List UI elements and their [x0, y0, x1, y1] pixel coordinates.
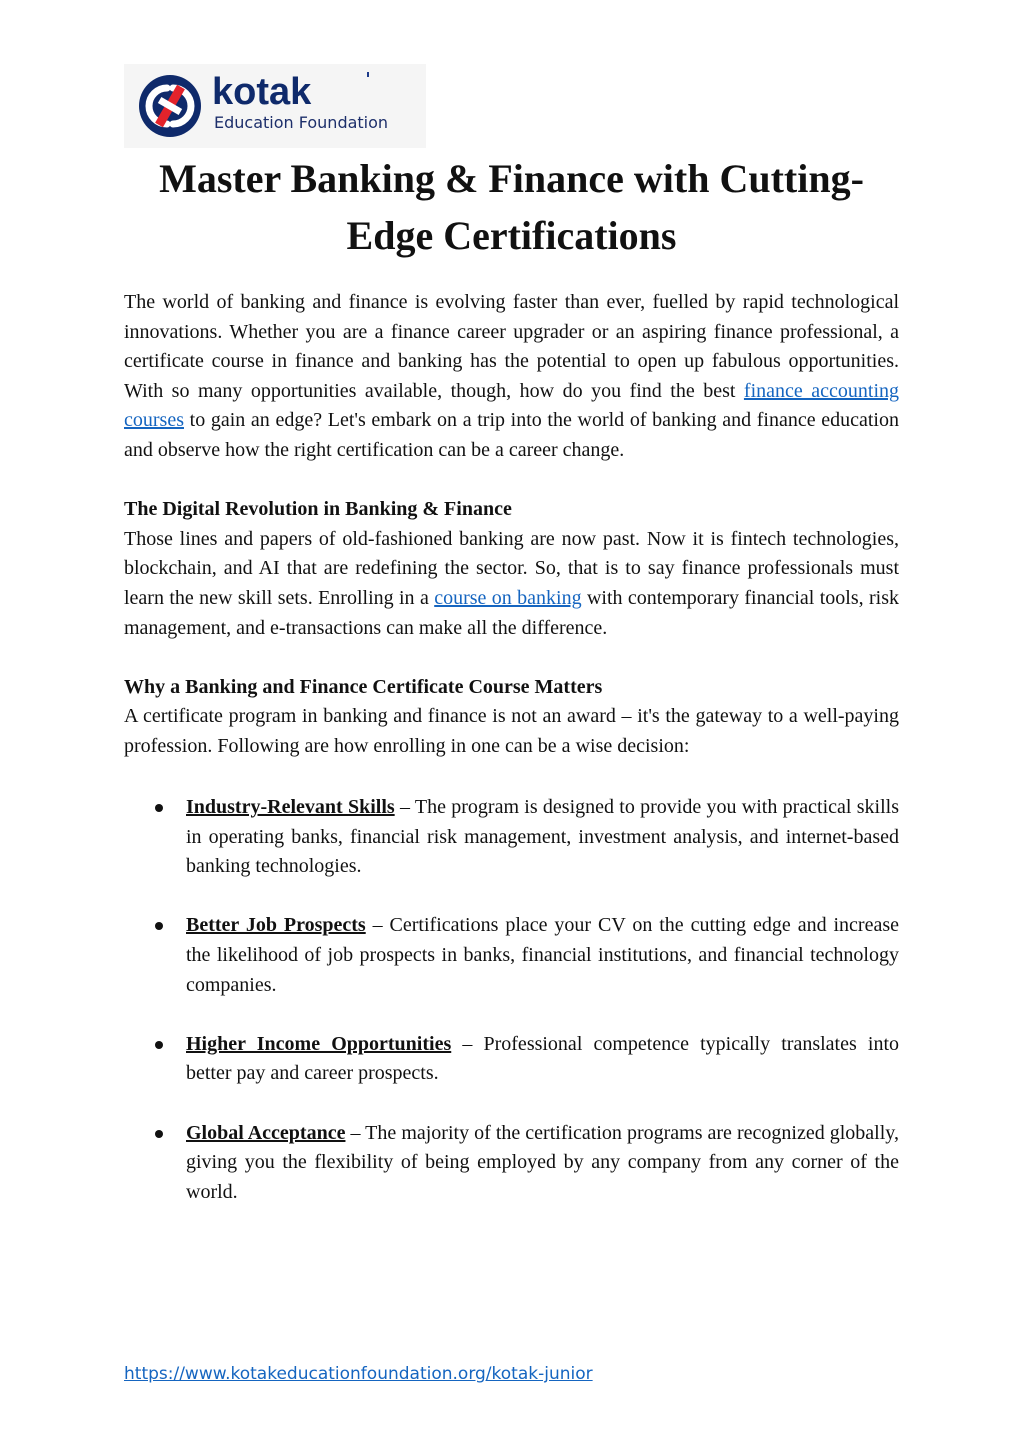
- benefit-term: Industry-Relevant Skills: [186, 796, 395, 819]
- kotak-logo-icon: [138, 74, 202, 138]
- digital-revolution-paragraph: [124, 525, 899, 643]
- benefits-list: [124, 793, 899, 1207]
- document-title: [100, 150, 923, 264]
- list-item: [124, 911, 899, 1000]
- intro-text-end: to gain an edge? Let's embark on a trip into the world of banking and finance education and observe how the right certification can be a career change.: [124, 409, 899, 461]
- bullet-icon: [155, 804, 163, 812]
- why-certificate-paragraph: A certificate program in banking and finance is not an award – it's the gateway to a well-paying profession. Following are how enrolling in one can be a wise decision:: [124, 705, 899, 757]
- benefit-term: Better Job Prospects: [186, 914, 366, 937]
- list-item: [124, 1119, 899, 1208]
- benefit-term: Higher Income Opportunities: [186, 1032, 452, 1055]
- list-item: [124, 1030, 899, 1089]
- section1-text-end: with contemporary financial tools, risk management, and e-transactions can make all the difference.: [124, 586, 899, 639]
- section-heading-digital-revolution: The Digital Revolution in Banking & Finance: [124, 498, 512, 521]
- benefit-text: – The majority of the certification programs are recognized globally, giving you the flexibility of being employed by any company from any corner of the world.: [186, 1121, 899, 1203]
- title-line-2: Edge Certifications: [346, 213, 677, 258]
- title-line-1: Master Banking & Finance with Cutting-: [159, 156, 864, 201]
- document-body: [124, 288, 899, 1207]
- brand-subtitle: Education Foundation: [214, 113, 389, 132]
- brand-name: kotak: [212, 71, 312, 113]
- intro-text-start: The world of banking and finance is evolving faster than ever, fuelled by rapid technological innovations. Whether you are a finance career upgrader or an aspiring finance professional, a certificate course in finance and banking has the potential to open up fabulous opportunities. With so many opportunities available, though, how do you find the best: [124, 291, 899, 402]
- benefit-text: – Certifications place your CV on the cutting edge and increase the likelihood of job prospects in banks, financial institutions, and financial technology companies.: [186, 914, 899, 996]
- kotak-logo: [124, 64, 426, 148]
- logo-mark-dot: [367, 72, 369, 77]
- footer-url-link[interactable]: https://www.kotakeducationfoundation.org/kotak-junior: [124, 1364, 593, 1384]
- benefit-text: – The program is designed to provide you with practical skills in operating banks, financial risk management, investment analysis, and internet-based banking technologies.: [186, 796, 899, 878]
- bullet-icon: [155, 922, 163, 930]
- bullet-icon: [155, 1041, 163, 1049]
- bullet-icon: [155, 1130, 163, 1138]
- intro-paragraph: [124, 288, 899, 466]
- benefit-term: Global Acceptance: [186, 1121, 346, 1144]
- benefit-text: – Professional competence typically translates into better pay and career prospects.: [186, 1032, 900, 1085]
- section-heading-why-certificate: Why a Banking and Finance Certificate Course Matters: [124, 675, 603, 698]
- finance-accounting-courses-link[interactable]: finance accounting courses: [124, 379, 900, 432]
- section1-text-start: Those lines and papers of old-fashioned banking are now past. Now it is fintech technologies, blockchain, and AI that are redefining the sector. So, that is to say finance professionals must learn the new skill sets. Enrolling in a: [124, 527, 899, 609]
- list-item: [124, 793, 899, 882]
- course-on-banking-link[interactable]: course on banking: [434, 586, 582, 609]
